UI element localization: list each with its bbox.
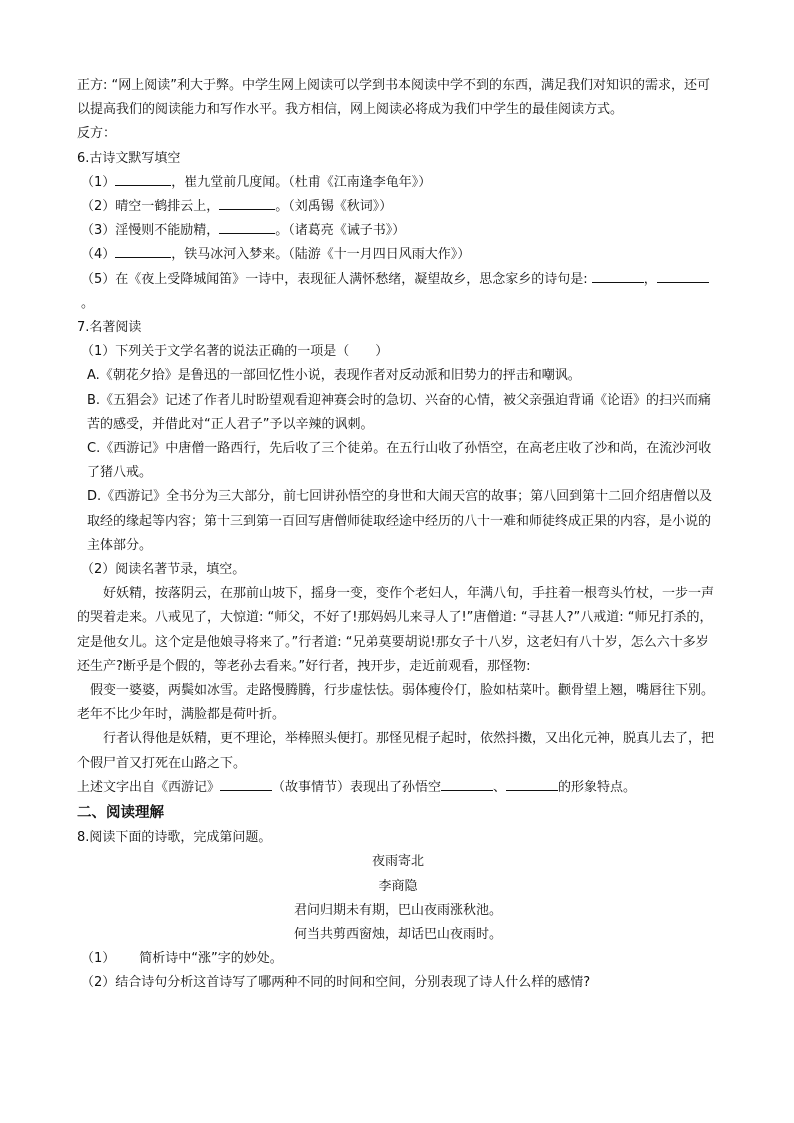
excerpt-paragraph-2: 假变一婆婆，两鬓如冰雪。走路慢腾腾，行步虚怯怯。弱体瘦伶仃，脸如枯菜叶。颧骨望上翘，嘴唇往下别。老年不比少年时，满脸都是荷叶折。	[77, 683, 715, 723]
q7-option-d[interactable]: D.《西游记》全书分为三大部分，前七回讲孙悟空的身世和大闹天宫的故事；第八回到第十二回介绍唐僧以及取经的缘起等内容；第十三到第一百回写唐僧师徒取经途中经历的八十一难和师徒终成正果的内容，是小说的主体部分。	[87, 489, 713, 553]
poem-line-2: 何当共剪西窗烛，却话巴山夜雨时。	[293, 926, 502, 942]
q6-title: 6.古诗文默写填空	[77, 150, 181, 166]
q6-item-5-end: 。	[81, 295, 95, 311]
q7-sub1: （1）下列关于文学名著的说法正确的一项是（ ）	[81, 344, 389, 360]
q6-item-5-num: （5）	[81, 271, 116, 287]
q7-option-a[interactable]: A.《朝花夕拾》是鲁迅的一部回忆性小说，表现作者对反动派和旧势力的抨击和嘲讽。	[87, 368, 581, 384]
q7-title: 7.名著阅读	[77, 320, 142, 336]
q6-item-3	[77, 219, 719, 243]
debate-pro-text: 正方: “网上阅读”利大于弊。中学生网上阅读可以学到书本阅读中学不到的东西，满足我们对知识的需求，还可以提高我们的阅读能力和写作水平。我方相信，网上阅读必将成为我们中学生的最佳阅读方式。	[77, 78, 710, 118]
excerpt-paragraph-1: 好妖精，按落阴云，在那前山坡下，摇身一变，变作个老妇人，年满八旬，手拄着一根弯头竹杖，一步一声的哭着走来。八戒见了，大惊道: “师父，不好了!那妈妈儿来寻人了!”唐僧道: “寻甚人?”八戒道: “师兄打杀的，定是他女儿。这个定是他娘寻将来了。”行者道: “兄弟莫要胡说!那女子十八岁，这老妇有八十岁，怎么六十多岁还生产?断乎是个假的，等老孙去看来。”好行者，拽开步，走近前观看，那怪物:	[77, 586, 715, 674]
q8-title: 8.阅读下面的诗歌，完成第问题。	[77, 830, 272, 846]
q7-option-b[interactable]: B.《五猖会》记述了作者儿时盼望观看迎神赛会时的急切、兴奋的心情，被父亲强迫背诵《论语》的扫兴而痛苦的感受，并借此对“正人君子”予以辛辣的讽刺。	[87, 392, 712, 432]
q7-fill-b: （故事情节）表现出了孙悟空	[272, 779, 442, 795]
q8-sub2: （2）结合诗句分析这首诗写了哪两种不同的时间和空间，分别表现了诗人什么样的感情?	[81, 975, 591, 991]
poem-line-1: 君问归期未有期，巴山夜雨涨秋池。	[293, 902, 502, 918]
q8-sub1-num: （1）	[81, 951, 116, 967]
q6-item-5-before: 在《夜上受降城闻笛》一诗中，表现征人满怀愁绪，凝望故乡，思念家乡的诗句是:	[115, 271, 592, 287]
answer-blank[interactable]	[592, 269, 644, 283]
q6-item-2	[77, 195, 719, 219]
q6-item-2-after: 。（刘禹锡《秋词》）	[275, 199, 393, 215]
q8-sub1	[77, 947, 719, 971]
q6-item-1-after: ，崔九堂前几度闻。（杜甫《江南逢李龟年》）	[171, 174, 432, 190]
answer-blank[interactable]	[657, 269, 709, 283]
q6-item-3-num: （3）	[81, 223, 116, 239]
q7-sub2: （2）阅读名著节录，填空。	[81, 562, 246, 578]
q7-option-c[interactable]: C.《西游记》中唐僧一路西行，先后收了三个徒弟。在五行山收了孙悟空，在高老庄收了沙和尚，在流沙河收了猪八戒。	[87, 441, 712, 481]
q6-item-4	[77, 243, 719, 267]
answer-blank[interactable]	[219, 220, 275, 234]
q6-item-3-before: 淫慢则不能励精，	[115, 223, 220, 239]
q7-fill-c: 、	[493, 779, 507, 795]
q6-item-1-num: （1）	[81, 174, 116, 190]
debate-con-text: 反方：	[77, 126, 117, 142]
answer-blank[interactable]	[220, 777, 272, 791]
q6-item-4-num: （4）	[81, 247, 116, 263]
answer-blank[interactable]	[115, 244, 171, 258]
q6-item-4-after: ，铁马冰河入梦来。（陆游《十一月四日风雨大作》）	[171, 247, 471, 263]
answer-blank[interactable]	[441, 777, 493, 791]
answer-blank[interactable]	[219, 196, 275, 210]
section-heading: 二、阅读理解	[77, 805, 164, 822]
q6-item-1	[77, 171, 719, 195]
q6-item-2-before: 晴空一鹤排云上，	[115, 199, 220, 215]
poem-title: 夜雨寄北	[371, 854, 424, 870]
answer-blank[interactable]	[506, 777, 558, 791]
excerpt-paragraph-3: 行者认得他是妖精，更不理论，举棒照头便打。那怪见棍子起时，依然抖擞，又出化元神，脱真儿去了，把个假尸首又打死在山路之下。	[77, 731, 715, 771]
q7-fill-a: 上述文字出自《西游记》	[77, 779, 221, 795]
answer-blank[interactable]	[115, 172, 171, 186]
q8-sub1-text: 简析诗中“涨”字的妙处。	[139, 951, 283, 967]
document-page	[77, 74, 719, 996]
q6-item-5	[77, 268, 719, 316]
q6-item-2-num: （2）	[81, 199, 116, 215]
q6-item-3-after: 。（诸葛亮《诫子书》）	[275, 223, 406, 239]
q6-item-5-mid: ，	[643, 271, 657, 287]
poem-author: 李商隐	[378, 878, 418, 894]
q7-fill-line	[77, 776, 719, 800]
q7-fill-d: 的形象特点。	[558, 779, 637, 795]
